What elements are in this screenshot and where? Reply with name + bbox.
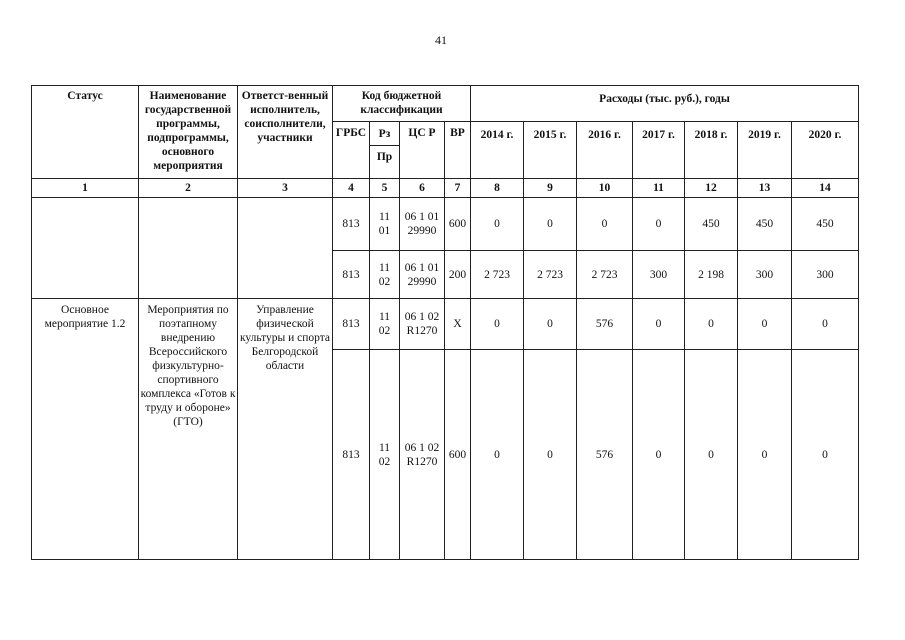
- col-num: 14: [792, 179, 859, 198]
- value-cell: 450: [738, 198, 792, 251]
- header-budget-code: Код бюджетной классификации: [333, 86, 471, 122]
- col-num: 2: [139, 179, 238, 198]
- grbs-cell: 813: [333, 299, 370, 350]
- header-year-2019: 2019 г.: [738, 122, 792, 179]
- rzpr-cell: 11 02: [370, 350, 400, 560]
- value-cell: 0: [685, 299, 738, 350]
- col-num: 7: [445, 179, 471, 198]
- value-cell: 0: [633, 350, 685, 560]
- header-year-2014: 2014 г.: [471, 122, 524, 179]
- vr-cell: Х: [445, 299, 471, 350]
- name-cell: Мероприятия по поэтапному внедрению Всероссийского физкультурно-спортивного комплекса «Готов к труду и обороне» (ГТО): [139, 299, 238, 560]
- vr-cell: 600: [445, 350, 471, 560]
- header-expenses: Расходы (тыс. руб.), годы: [471, 86, 859, 122]
- header-year-2016: 2016 г.: [577, 122, 633, 179]
- value-cell: 0: [524, 350, 577, 560]
- value-cell: 300: [738, 251, 792, 299]
- responsible-cell-empty: [238, 198, 333, 299]
- name-cell-empty: [139, 198, 238, 299]
- value-cell: 2 723: [471, 251, 524, 299]
- header-vr: ВР: [445, 122, 471, 179]
- value-cell: 0: [524, 198, 577, 251]
- vr-cell: 600: [445, 198, 471, 251]
- csr-cell: 06 1 01 29990: [400, 251, 445, 299]
- value-cell: 0: [738, 299, 792, 350]
- value-cell: 576: [577, 350, 633, 560]
- value-cell: 2 723: [524, 251, 577, 299]
- header-status: Статус: [32, 86, 139, 179]
- grbs-cell: 813: [333, 198, 370, 251]
- responsible-cell: Управление физической культуры и спорта Белгородской области: [238, 299, 333, 560]
- value-cell: 576: [577, 299, 633, 350]
- value-cell: 300: [792, 251, 859, 299]
- csr-cell: 06 1 01 29990: [400, 198, 445, 251]
- table-row: [32, 299, 859, 350]
- header-year-2015: 2015 г.: [524, 122, 577, 179]
- col-num: 10: [577, 179, 633, 198]
- value-cell: 0: [633, 299, 685, 350]
- rzpr-cell: 11 01: [370, 198, 400, 251]
- value-cell: 0: [792, 350, 859, 560]
- col-num: 6: [400, 179, 445, 198]
- value-cell: 0: [792, 299, 859, 350]
- header-responsible: Ответст-венный исполнитель, соисполнители, участники: [238, 86, 333, 179]
- col-num: 3: [238, 179, 333, 198]
- page-number: 41: [435, 33, 447, 47]
- csr-cell: 06 1 02 R1270: [400, 299, 445, 350]
- header-year-2018: 2018 г.: [685, 122, 738, 179]
- value-cell: 0: [577, 198, 633, 251]
- value-cell: 450: [792, 198, 859, 251]
- col-num: 5: [370, 179, 400, 198]
- header-rz: Рз: [370, 122, 400, 146]
- budget-table: [31, 85, 859, 560]
- value-cell: 0: [471, 350, 524, 560]
- col-num: 11: [633, 179, 685, 198]
- value-cell: 2 723: [577, 251, 633, 299]
- csr-cell: 06 1 02 R1270: [400, 350, 445, 560]
- col-num: 1: [32, 179, 139, 198]
- value-cell: 2 198: [685, 251, 738, 299]
- col-num: 4: [333, 179, 370, 198]
- header-csr: ЦС Р: [400, 122, 445, 179]
- col-num: 8: [471, 179, 524, 198]
- col-num: 9: [524, 179, 577, 198]
- header-year-2020: 2020 г.: [792, 122, 859, 179]
- status-cell: Основное мероприятие 1.2: [32, 299, 139, 560]
- status-cell-empty: [32, 198, 139, 299]
- vr-cell: 200: [445, 251, 471, 299]
- rzpr-cell: 11 02: [370, 299, 400, 350]
- value-cell: 0: [471, 198, 524, 251]
- value-cell: 0: [471, 299, 524, 350]
- value-cell: 450: [685, 198, 738, 251]
- value-cell: 0: [524, 299, 577, 350]
- value-cell: 0: [633, 198, 685, 251]
- value-cell: 0: [685, 350, 738, 560]
- value-cell: 0: [738, 350, 792, 560]
- header-name: Наименование государственной программы, подпрограммы, основного мероприятия: [139, 86, 238, 179]
- value-cell: 300: [633, 251, 685, 299]
- col-num: 12: [685, 179, 738, 198]
- table-row: [32, 198, 859, 251]
- grbs-cell: 813: [333, 251, 370, 299]
- col-num: 13: [738, 179, 792, 198]
- header-year-2017: 2017 г.: [633, 122, 685, 179]
- rzpr-cell: 11 02: [370, 251, 400, 299]
- header-pr: Пр: [370, 146, 400, 179]
- grbs-cell: 813: [333, 350, 370, 560]
- header-grbs: ГРБС: [333, 122, 370, 179]
